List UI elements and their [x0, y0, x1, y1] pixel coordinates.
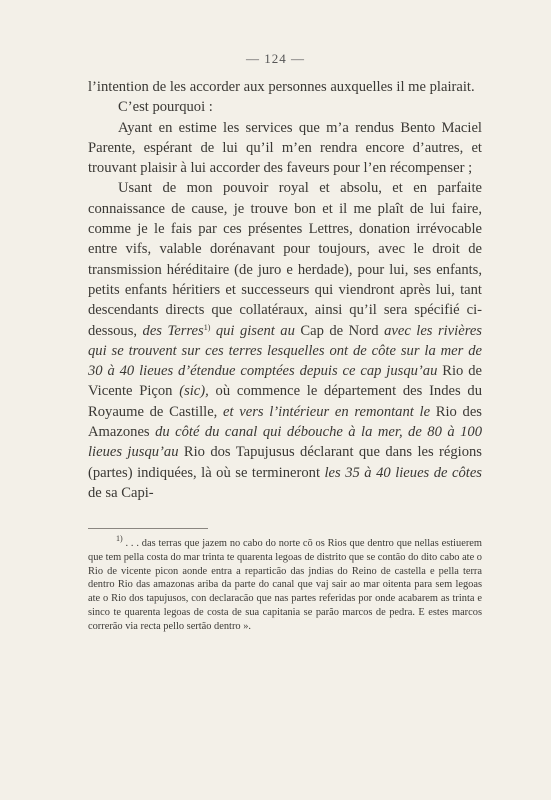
text-run: Cap de Nord: [294, 322, 385, 339]
footnote-marker: 1): [116, 534, 123, 543]
text-run: Rio dos Tapujusus déclarant que dans les régions (partes) indiquées, là où se termineront: [88, 444, 482, 481]
italic-run: avec les rivières qui se trouvent sur ces terres lesquelles ont de côte sur la mer de 30 à 40 lieues d’étendue comptées depuis ce cap jusqu’au: [88, 322, 482, 380]
footnote-divider: [88, 528, 208, 529]
italic-run: du côté du canal qui débouche à la mer, de 80 à 100 lieues jusqu’au: [88, 424, 482, 461]
main-text: [88, 77, 482, 503]
italic-run: qui gisent au: [210, 322, 295, 339]
footnote: [88, 534, 482, 634]
text-run: Rio des Amazones: [88, 403, 482, 441]
paragraph-usant: [88, 178, 482, 503]
paragraph-continuation: l’intention de les accorder aux personnes auxquelles il me plairait.: [88, 79, 475, 95]
paragraph-cest-pourquoi: C’est pourquoi :: [118, 99, 213, 116]
italic-run: (sic),: [179, 383, 209, 400]
text-run: Rio de Vicente Piçon: [88, 363, 482, 400]
paragraph-ayant: Ayant en estime les services que m’a rendus Bento Maciel Parente, espérant de lui qu’il m’en rendra encore d’autres, et trouvant plaisir à lui accorder des faveurs pour l’en récompenser ;: [88, 119, 482, 177]
footnote-reference: 1): [203, 322, 211, 332]
footnote-text: . . . das terras que jazem no cabo do norte cõ os Rios que dentro que nellas estiuerem que tem pella costa do mar trinta te quarenta legoas de distrito que se contão do dito cabo ate o Rio de vicente picon aonde entra a reparticão das jndias do Reino de castella e pella terra dentro Rio das amazonas ariba da parte do canal que vaj sair ao mar oitenta para sem legoas ate o Rio dos tapujusos, con declaracão que nas partes referidas por onde acabarem as trinta e sinco te quarenta legoas de costa de sua capitania se parão marcos de pedra. E estes marcos correrão via recta pello sertão dentro ».: [88, 538, 482, 632]
italic-run: et vers l’intérieur en remontant le: [223, 403, 431, 420]
italic-run: les 35 à 40 lieues de côtes: [324, 464, 482, 481]
text-run: de sa Capi-: [88, 484, 154, 501]
page-number: — 124 —: [246, 51, 305, 66]
italic-run: des Terres: [142, 322, 204, 339]
text-run: où commence le département des Indes du Royaume de Castille,: [88, 383, 482, 420]
text-run: Usant de mon pouvoir royal et absolu, et en parfaite connaissance de cause, je trouve bon et il me plaît de lui faire, comme je le fais par ces présentes Lettres, donation irrévocable entre vifs, valable dorénavant pour toujours, avec le droit de transmission héréditaire (de juro e herdade), pour lui, ses enfants, petits enfants héritiers et successeurs qui viendront après lui, tant descendants directs que collatéraux, ainsi qu’il sera spécifié ci-dessous,: [88, 180, 482, 339]
